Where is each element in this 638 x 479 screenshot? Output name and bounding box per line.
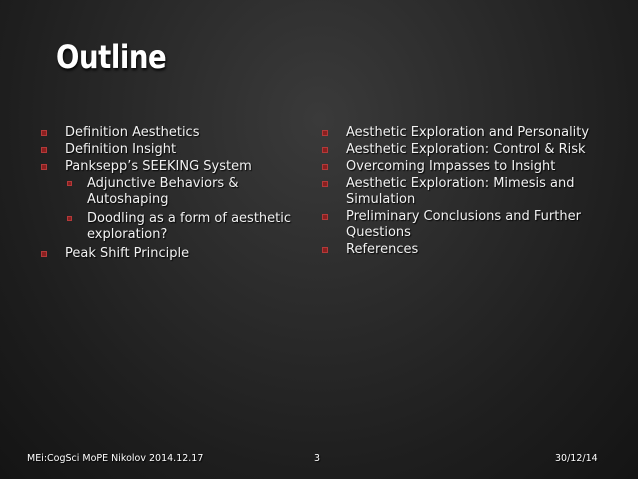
list-item [40, 159, 300, 243]
list-item [321, 242, 611, 258]
square-bullet-icon [322, 181, 328, 187]
square-bullet-icon [41, 130, 47, 136]
list-item-label: Aesthetic Exploration and Personality [346, 125, 590, 140]
list-item [40, 125, 300, 141]
list-item-label: Preliminary Conclusions and Further Questions [346, 209, 581, 240]
page-number: 3 [314, 453, 321, 464]
list-item [321, 142, 611, 158]
list-item-label: Peak Shift Principle [65, 246, 190, 261]
footer-text: MEi:CogSci MoPE Nikolov 2014.12.17 [27, 453, 204, 464]
list-item-label: Panksepp’s SEEKING System [65, 159, 252, 174]
square-bullet-icon [41, 147, 47, 153]
square-bullet-icon [322, 164, 328, 170]
list-item-label: Aesthetic Exploration: Mimesis and Simulation [346, 176, 575, 207]
list-item [40, 142, 300, 158]
list-item [321, 159, 611, 175]
slide-title: Outline [56, 38, 167, 76]
square-bullet-icon [322, 247, 328, 253]
list-item-label: Definition Insight [65, 142, 177, 157]
list-item-label: References [346, 242, 419, 257]
outline-list-right [321, 125, 611, 258]
list-item [40, 246, 300, 262]
list-item-label: Overcoming Impasses to Insight [346, 159, 556, 174]
sub-list-item-label: Adjunctive Behaviors & Autoshaping [87, 176, 239, 207]
sub-list-item-label: Doodling as a form of aesthetic exploration? [87, 211, 292, 242]
square-bullet-icon [322, 130, 328, 136]
list-item [321, 125, 611, 141]
list-item-label: Aesthetic Exploration: Control & Risk [346, 142, 586, 157]
outline-list-left [40, 125, 300, 262]
square-bullet-icon [67, 181, 72, 186]
list-item [321, 209, 611, 241]
outline-left-column [40, 125, 300, 263]
square-bullet-icon [322, 214, 328, 220]
square-bullet-icon [41, 164, 47, 170]
outline-right-column [321, 125, 611, 259]
square-bullet-icon [322, 147, 328, 153]
footer-date: 30/12/14 [555, 453, 598, 464]
list-item-label: Definition Aesthetics [65, 125, 200, 140]
sub-list [65, 176, 300, 243]
sub-list-item [65, 211, 300, 243]
square-bullet-icon [41, 251, 47, 257]
sub-list-item [65, 176, 300, 208]
list-item [321, 176, 611, 208]
square-bullet-icon [67, 216, 72, 221]
